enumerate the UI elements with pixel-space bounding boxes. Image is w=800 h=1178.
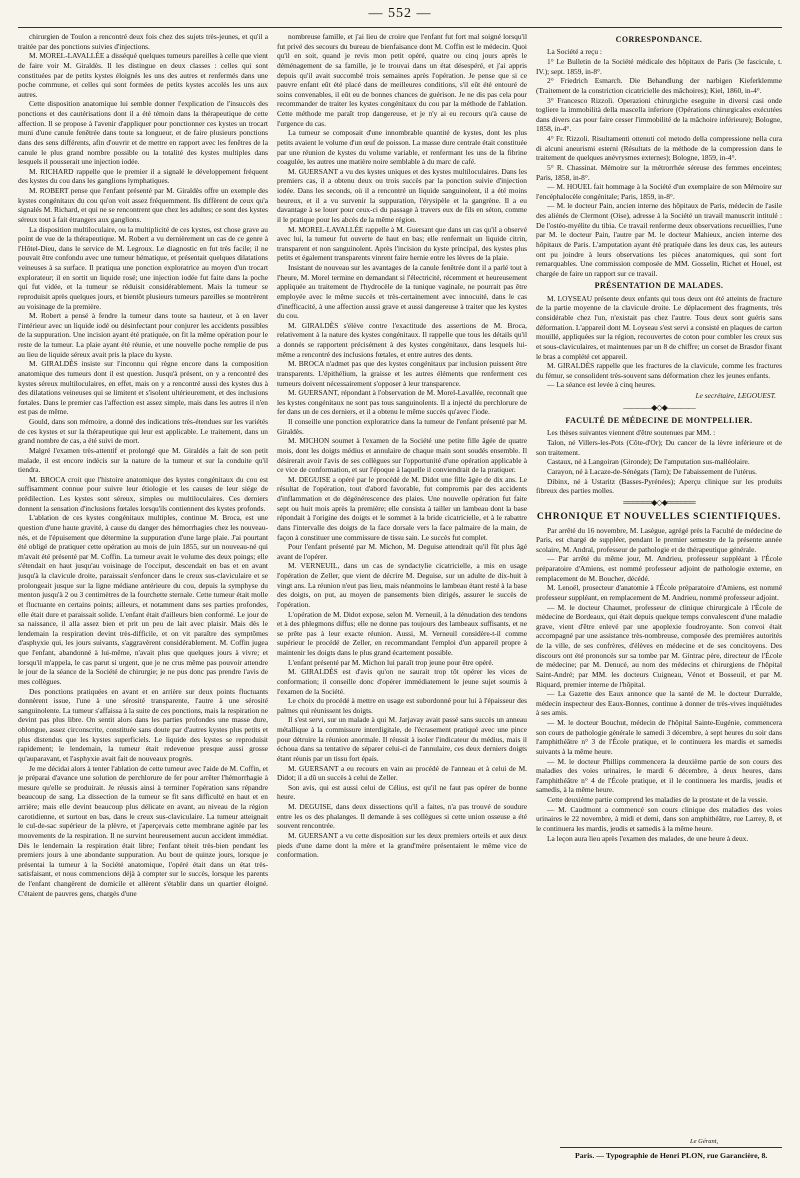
paragraph: Il s'est servi, sur un malade à qui M. Jarjavay avait passé sans succès un anneau métallique à la commissure interdigitale, de l'écrasement pratiqué avec une pince pour détruire la réunion anormale. Il réussit à isoler l'indicateur du médius, mais il échoua dans sa tentative de séparer celui-ci de l'annulaire, ces deux derniers doigts étant réunis par un tissu fort épais.: [277, 715, 527, 763]
column-right: [536, 32, 782, 1137]
paragraph: Le choix du procédé à mettre en usage est subordonné pour lui à l'épaisseur des palmes qui réunissent les doigts.: [277, 696, 527, 715]
paragraph: M. GIRALDÈS insiste sur l'inconnu qui règne encore dans la composition anatomique des tumeurs dont il est question. Jusqu'à présent, on y a rencontré des kystes séreux multiloculaires, en effet, mais on y a rencontré aussi des kystes dus à des dilatations veineuses qui se limitent et s'isolent ultérieurement, et des inclusions fœtales. Dans le premier cas l'affection est assez simple, mais dans les autres il n'en est pas de même.: [18, 359, 268, 417]
paragraph: Castaux, né à Langoiran (Gironde); De l'amputation sus-malléolaire.: [547, 457, 750, 467]
paragraph: Des ponctions pratiquées en avant et en arrière sur deux points fluctuants donnèrent issue, l'une à une sérosité transparente, l'autre à une sérosité sanguinolente. La tumeur s'affaissa à la suite de ces ponctions, mais la respiration ne devint pas plus libre. On sentit alors dans les parties profondes une masse dure, oblongue, assez circonscrite, constituée sans doute par d'autres kystes plus petits et plus distendus que les kystes superficiels. Le liquide des kystes se reproduisit rapidement; le lendemain, la tumeur était redevenue presque aussi grosse qu'auparavant, et l'asphyxie avait fait de nouveaux progrès.: [18, 686, 268, 763]
paragraph: — Par arrêté du même jour, M. Andrieu, professeur suppléant à l'École préparatoire d'Amiens, est nommé professeur adjoint de pathologie externe, en remplacement de M. Boucher, décédé.: [536, 554, 782, 583]
column-left: [18, 32, 268, 1137]
section-heading: PRÉSENTATION DE MALADES.: [594, 281, 724, 291]
paragraph: 1° Le Bulletin de la Société médicale des hôpitaux de Paris (3e fascicule, t. IV.); sept. 1859, in-8°.: [536, 57, 782, 76]
column-middle: [277, 32, 527, 1137]
paragraph: — M. le docteur Phillips commencera la deuxième partie de son cours des maladies des voies urinaires, le mardi 6 décembre, à deux heures, dans l'amphithéâtre n° 4 de l'École pratique, et il le continuera les mardis, jeudis et samedis, à la même heure.: [536, 756, 782, 795]
paragraph: L'ablation de ces kystes congénitaux multiples, continue M. Broca, est une question d'une haute gravité, à cause du danger des hémorrhagies chez les nouveau-nés, et de l'épuisement que détermine la suppuration d'une large plaie. J'ai pourtant été obligé de pratiquer cette opération au mois de juin 1855, sur un nouveau-né qui m'avait été présenté par M. Coffin. La tumeur avait le volume des deux poings; elle s'étendait en haut jusqu'au voisinage de l'occiput, descendait en bas et en avant jusqu'à la clavicule droite, paraissait s'enfoncer dans le creux sus-claviculaire et se prolongeait jusque sur la ligne médiane antérieure du cou, depuis la symphyse du menton jusqu'à 2 ou 3 centimètres de la fourchette sternale. Cette tumeur était molle et fluctuante en certains points; ailleurs, et notamment dans ses parties profondes, elle était dure et paraissait solide. L'enfant était d'ailleurs bien conformé. Le jour de sa naissance, il alla assez bien et prit un peu de lait avec plaisir. Mais dès le lendemain la respiration devint très-difficile, et on vit paraître des symptômes d'asphyxie qui, les jours suivants, s'aggravèrent considérablement. M. Coffin jugea que l'enfant, abandonné à lui-même, n'avait plus que quelques jours à vivre; et lorsqu'il m'appela, le cas parut si urgent, que je ne crus même pas pouvoir attendre le jour de la séance de la Société de chirurgie; je ne pus donc pas prendre l'avis de mes collègues.: [18, 513, 268, 686]
paragraph: Son avis, qui est aussi celui de Célius, est qu'il ne faut pas opérer de bonne heure.: [277, 782, 527, 802]
paragraph: M. DEGUISE, dans deux dissections qu'il a faites, n'a pas trouvé de soudure entre les os des phalanges. Il demande à ses collègues si cette union osseuse a été souvent rencontrée.: [277, 802, 527, 831]
paragraph: 4° Fr. Rizzoli. Risultamenti ottenuti col metodo della compressione nella cura di alcuni aneurismi esterni (Résultats de la méthode de la compression dans le traitement de quelques anévrysmes externes); Bologne, 1859, in-4°.: [536, 134, 782, 163]
gerant-label: Le Gérant,: [690, 1138, 719, 1145]
paragraph: Il conseille une ponction exploratrice dans la tumeur de l'enfant présenté par M. Giraldès.: [277, 417, 527, 436]
paragraph: — M. le docteur Pain, ancien interne des hôpitaux de Paris, médecin de l'asile des aliénés de Clermont (Oise), adresse à la Société un travail manuscrit intitulé : De l'ostéo-myélite du tibia. Ce travail renferme deux observations recueillies, l'une par M. le docteur Pain, l'autre par M. le docteur Mahieux, ancien interne des hôpitaux de Paris. L'amputation ayant été pratiquée dans les deux cas, les auteurs ont pu joindre à leurs observations les pièces anatomiques, qui sont fort remarquables. Une commission composée de MM. Gosselin, Richet et Houel, est chargée de faire un rapport sur ce travail.: [536, 201, 782, 278]
paragraph: M. LOYSEAU présente deux enfants qui tous deux ont été atteints de fracture de la partie moyenne de la clavicule droite. Le déplacement des fragments, très considérable chez l'un, n'existait pas chez l'autre. Tous deux sont guéris sans déformation. L'appareil dont M. Loyseau s'est servi a consisté en plaques de carton mouillé, appliquées sur la région, recouvertes de coton pour combler les creux sus et sous-claviculaires, et maintenues par un 8 de chiffre; un corset de Brasdor fixant le bras a complété cet appareil.: [536, 293, 782, 361]
paragraph: M. VERNEUIL, dans un cas de syndactylie cicatricielle, a mis en usage l'opération de Zeller, que vient de décrire M. Deguise, sur un adulte de dix-huit à vingt ans. La réunion n'eut pas lieu, mais néanmoins le lambeau étant resté à la base des doigts, on put, au moyen de pansements bien dirigés, assurer le succès de l'opération.: [277, 561, 527, 609]
printer-imprint: Paris. — Typographie de Henri PLON, rue Garancière, 8.: [575, 1151, 768, 1160]
paragraph: L'enfant présenté par M. Michon lui paraît trop jeune pour être opéré.: [288, 657, 494, 667]
paragraph: Je me décidai alors à tenter l'ablation de cette tumeur avec l'aide de M. Coffin, et je préparai d'avance une solution de perchlorure de fer pour arrêter l'hémorrhagie à mesure qu'elle se produirait. Je réussis ainsi à terminer l'opération sans répandre beaucoup de sang. La dissection de la tumeur se fit sans difficulté en haut et en arrière; mais elle devint beaucoup plus délicate en avant, au niveau de la région carotidienne, et surtout en bas, dans le creux sus-claviculaire. La tumeur atteignait le cul-de-sac supérieur de la plèvre, et j'aperçevais cette membrane agitée par les mouvements de la respiration. Il ne survint heureusement aucun accident immédiat. Dès le lendemain la respiration était libre; l'enfant téteit très-bien pendant les premiers jours à une abondante suppuration. Au bout de quinze jours, lorsque je présentai la tumeur à la Société anatomique, l'opéré était dans un état très-satisfaisant, et nous commencions déjà à compter sur le succès, lorsque les parents de l'enfant changèrent de domicile et allèrent s'établir dans un quartier éloigné. C'étaient de pauvres gens, chargés d'une: [18, 763, 268, 898]
footer-rule: [560, 1147, 782, 1148]
paragraph: M. ROBERT pense que l'enfant présenté par M. Giraldès offre un exemple des kystes congénitaux du cou qu'on voit assez fréquemment. Ils diffèrent de ceux qu'a signalés M. Richard, et qui ne se rencontrent que chez les adultes; ce sont des kystes séreux tout à fait étrangers aux ganglions.: [18, 186, 268, 224]
paragraph: M. DEGUISE a opéré par le procédé de M. Didot une fille âgée de dix ans. Le résultat de l'opération, tout d'abord favorable, fut compromis par des accidents d'inflammation et de dégénérescence des plaies. Une nouvelle opération fut faite sept ou huit mois après la première; elle consista à tailler un lambeau dont la base répondait à l'origine des doigts et le sommet à la bride cicatricielle, et à le rabattre dans l'intervalle des doigts de la face dorsale vers la face palmaire de la main, de façon à constituer une commissure de tissu sain. Le succès fut complet.: [277, 474, 527, 542]
paragraph: Talon, né Villers-les-Pots (Côte-d'Or); Du cancer de la lèvre inférieure et de son traitement.: [536, 438, 782, 457]
section-heading: FACULTÉ DE MÉDECINE DE MONTPELLIER.: [565, 416, 753, 426]
paragraph: Les thèses suivantes viennent d'être soutenues par MM. :: [547, 428, 716, 438]
paragraph: M. BROCA croit que l'histoire anatomique des kystes congénitaux du cou est suffisamment connue pour suivre leur étiologie et les causes de leur siége de prédilection. Les kystes sont séreux, simples ou multiloculaires. Ces derniers donnent la sensation d'inclusions fœtales lorsqu'ils contiennent des kystes profonds.: [18, 474, 268, 513]
section-heading: CORRESPONDANCE.: [615, 35, 703, 44]
paragraph: M. GUERSANT a vu des kystes uniques et des kystes multiloculaires. Dans les premiers cas, il a obtenu deux ou trois succès par la ponction suivie d'injection iodée. Dans les seconds, où il a rencontré un liquide sanguinolent, il a été moins heureux, et il a vu survenir la suppuration, l'érysipèle et la gangrène. Il a eu davantage à se louer pour ceux-ci du passage à travers eux de fils en séton, comme il le pratique pour les abcès de la même région.: [277, 166, 527, 224]
secretary-signature: Le secrétaire, LEGOUEST.: [695, 391, 776, 401]
paragraph: La disposition multiloculaire, ou la multiplicité de ces kystes, est chose grave au point de vue de la thérapeutique. M. Robert a vu dernièrement un cas de ce genre à l'Hôtel-Dieu, dans le service de M. Legroux. Le diagnostic en fut très facile; il ne pouvait être confondu avec une tumeur hématique, et présentait quelques dilatations veineuses à sa surface. Il pratiqua une ponction exploratrice au moyen d'un trocart explorateur; il en sortit un liquide rosé; une injection iodée fut faite dans la poche qui fut vidée, et la tumeur se réduisit considérablement. Mais la tumeur se reproduisit après quelques jours, et bientôt plusieurs tumeurs pareilles se montrèrent au voisinage de la première.: [18, 224, 268, 311]
ornament-separator: ————◆◇◆————: [623, 402, 695, 412]
paragraph: La Société a reçu :: [547, 47, 602, 57]
section-heading: CHRONIQUE ET NOUVELLES SCIENTIFIQUES.: [536, 512, 782, 523]
paragraph: — M. le docteur Chaumet, professeur de clinique chirurgicale à l'École de médecine de Bordeaux, qui était depuis quelque temps convalescent d'une maladie grave, vient d'être enlevé par une apoplexie foudroyante. Son convoi était accompagné par une assistance très-nombreuse, composée des premières autorités de la ville, de ses confrères, d'élèves en médecine et de ses concitoyens. Des discours ont été prononcés sur sa tombe par M. Gintrac père, directeur de l'École de médecine; par M. Denucé, au nom des médecins et chirurgiens de l'hôpital Saint-André; par MM. les docteurs Cuigneau, Vénot et Bosseuil, et par M. Riquard, premier interne de l'hôpital.: [536, 602, 782, 689]
paragraph: M. GUERSANT a eu recours en vain au procédé de l'anneau et à celui de M. Didot; il a dû un succès à celui de Zeller.: [277, 763, 527, 783]
paragraph: M. RICHARD rappelle que le premier il a signalé le développement fréquent des kystes du cou dans les ganglions lymphatiques.: [18, 166, 268, 186]
paragraph: M. MOREL-LAVALLÉE a disséqué quelques tumeurs pareilles à celle que vient de faire voir M. Giraldès. Il les distingue en deux classes : celles qui sont constituées par de petits kystes éloignés les uns des autres et renfermés dans une poche commune, et celles qui sont formées de petits kystes accolés les uns aux autres.: [18, 51, 268, 99]
page-folio: — 552 —: [368, 6, 432, 21]
paragraph: 2° Friedrich Esmarch. Die Behandlung der narbigen Kieferklemme (Traitement de la constriction cicatricielle des mâchoires); Kiel, 1860, in-4°.: [536, 76, 782, 95]
paragraph: — M. HOUEL fait hommage à la Société d'un exemplaire de son Mémoire sur l'encéphalocèle congénitale; Paris, 1859, in-8°.: [536, 182, 782, 201]
paragraph: La leçon aura lieu après l'examen des malades, de une heure à deux.: [547, 833, 749, 843]
paragraph: M. GUERSANT a vu cette disposition sur les deux premiers orteils et aux deux pieds d'une dame dont la mère et la grand'mère présentaient le même vice de conformation.: [277, 830, 527, 860]
paragraph: Carayon, né à Lacaze-de-Sénégats (Tarn); De l'abaissement de l'utérus.: [547, 466, 757, 476]
paragraph: — La séance est levée à cinq heures.: [547, 380, 656, 390]
paragraph: M. GUERSANT, répondant à l'observation de M. Morel-Lavallée, reconnaît que les kystes congénitaux ne sont pas tous sanguinolents. Il a injecté du perchlorure de fer dans un de ces derniers, et il a obtenu le même succès qu'avec l'iode.: [277, 388, 527, 417]
paragraph: M. MICHON soumet à l'examen de la Société une petite fille âgée de quatre mois, dont les doigts médius et annulaire de chaque main sont soudés ensemble. Il désirerait avoir l'avis de ses collègues sur l'opportunité d'une opération applicable à ce vice de conformation, et sur l'époque à laquelle il conviendrait de la pratiquer.: [277, 436, 527, 475]
paragraph: 3° Francesco Rizzoli. Operazioni chirurgiche eseguite in diversi casi onde togliere la immobilità della mascella inferiore (Opérations chirurgicales exécutées dans divers cas pour faire cesser l'immobilité de la mâchoire inférieure); Bologne, 1858, in-4°.: [536, 95, 782, 134]
paragraph: 5° R. Chassinat. Mémoire sur la métrorrhée séreuse des femmes enceintes; Paris, 1858, in-8°.: [536, 162, 782, 182]
paragraph: chirurgien de Toulon a rencontré deux fois chez des sujets très-jeunes, et qu'il a traitée par des ponctions suivies d'injections.: [18, 32, 268, 51]
header-rule: [18, 27, 782, 28]
paragraph: L'opération de M. Didot expose, selon M. Verneuil, à la dénudation des tendons et à des phlegmons diffus; elle ne donne pas toujours des lambeaux suffisants, et ne se prête pas à leur exacte réunion. Aussi, M. Verneuil considère-t-il comme supérieur le procédé de Zeller, en recommandant l'emploi d'un appareil propre à maintenir les doigts dans le plus grand écartement possible.: [277, 609, 527, 657]
paragraph: Gould, dans son mémoire, a donné des indications très-étendues sur les variétés de ces kystes et sur la thérapeutique qui leur est applicable. Le traitement, dans un grand nombre de cas, a été suivi de mort.: [18, 417, 268, 446]
paragraph: M. GIRALDÈS rappelle que les fractures de la clavicule, comme les fractures du fémur, se consolident très-souvent sans déformation chez les jeunes enfants.: [536, 361, 782, 380]
paragraph: — M. le docteur Bouchut, médecin de l'hôpital Sainte-Eugénie, commencera son cours de pathologie générale le samedi 3 décembre, à sept heures du soir dans l'amphithéâtre n° 3 de l'École pratique, et le continuera les mardis et samedis suivants à la même heure.: [536, 718, 782, 756]
paragraph: Malgré l'examen très-attentif et prolongé que M. Giraldès a fait de son petit malade, il est encore indécis sur la nature de la tumeur et sur la conduite qu'il tiendra.: [18, 445, 268, 475]
paragraph: — M. Caudmont a commencé son cours clinique des maladies des voies urinaires le 22 novembre, à midi et demi, dans son amphithéâtre, rue Larrey, 8, et le continuera les mardis, jeudis et samedis à la même heure.: [536, 804, 782, 833]
paragraph: Par arrêté du 16 novembre, M. Lasègue, agrégé près la Faculté de médecine de Paris, est chargé de suppléer, pendant le premier semestre de la présente année scolaire, M. Andral, professeur de pathologie et de thérapeutique générale.: [536, 525, 782, 554]
paragraph: nombreuse famille, et j'ai lieu de croire que l'enfant fut fort mal soigné lorsqu'il fut privé des secours du bureau de bienfaisance dont M. Coffin est le médecin. Quoi qu'il en soit, quand je revis mon petit opéré, quatre ou cinq jours après le déménagement de sa famille, je le trouvai dans un état désespéré, et j'ai appris depuis qu'il avait succombé trois semaines après l'opération. Je pense que si ce pauvre enfant eût été placé dans de meilleures conditions, s'il eût été entouré de soins convenables, il eût eu de bonnes chances de guérison. Je ne dis pas cela pour recommander de traiter les kystes congénitaux du cou par la méthode de l'ablation. Cette méthode me paraît trop dangereuse, et je n'y ai eu recours qu'à cause de l'urgence du cas.: [277, 32, 527, 128]
paragraph: La tumeur se composait d'une innombrable quantité de kystes, dont les plus petits avaient le volume d'un œuf de poisson. La masse dure centrale était constituée par une réunion de kystes du volume variable, et renfermant les uns de la fibrine coagulée, les autres une matière noire semblable à du marc de café.: [277, 128, 527, 167]
paragraph: M. GIRALDÈS s'élève contre l'exactitude des assertions de M. Broca, relativement à la nature des kystes congénitaux. Il rappelle que tous les détails qu'il a donnés se rapportent précisément à des kystes congénitaux, dans lesquels lui-même a rencontré des inclusions fœtales, et entre autres des dents.: [277, 320, 527, 359]
paragraph: M. Lenoël, prosecteur d'anatomie à l'École préparatoire d'Amiens, est nommé professeur suppléant, en remplacement de M. Andrieu, nommé professeur adjoint.: [536, 583, 782, 602]
paragraph: Cette deuxième partie comprend les maladies de la prostate et de la vessie.: [547, 795, 768, 805]
paragraph: — La Gazette des Eaux annonce que la santé de M. le docteur Durralde, médecin inspecteur des Eaux-Bonnes, continue à donner de très-vives inquiétudes à ses amis.: [536, 689, 782, 718]
ornament-separator: ══════◆◇◆══════: [623, 497, 695, 507]
paragraph: M. BROCA n'admet pas que des kystes congénitaux par inclusion puissent être transparents. L'épithélium, la graisse et les autres éléments que renferment ces tumeurs doivent nécessairement s'opposer à leur transparence.: [277, 359, 527, 388]
paragraph: Cette disposition anatomique lui semble donner l'explication de l'insuccès des ponctions et des cautérisations dont il a été témoin dans la thérapeutique de cette affection. Il se propose à l'avenir d'appliquer pour ponctionner ces kystes un trocart muni d'une canule fenêtrée dans toute sa longueur, et de faire plusieurs ponctions dans des sens différents, afin d'ouvrir et de mettre en rapport avec les fenêtres de la canule le plus grand nombre possible ou la totalité des kystes multiples dans lesquels il pousserait une injection iodée.: [18, 99, 268, 167]
paragraph: M. GIRALDÈS est d'avis qu'on ne saurait trop tôt opérer les vices de conformation; il conseille donc d'opérer immédiatement le jeune sujet soumis à l'examen de la Société.: [277, 667, 527, 696]
paragraph: M. Robert a pensé à fendre la tumeur dans toute sa hauteur, et à en laver l'intérieur avec un liquide iodé ou désinfectant pour conjurer les accidents possibles de la suppuration. Une incision ayant été pratiquée, on fit la même opération pour le reste de la tumeur. La plaie ayant été réunie, et une nouvelle poche remplie de pus au lieu de liquide séreux avait pris la place du kyste.: [18, 311, 268, 359]
paragraph: Dibinx, né à Ustaritz (Basses-Pyrénées); Aperçu clinique sur les produits fibreux des parties molles.: [536, 476, 782, 496]
paragraph: Insistant de nouveau sur les avantages de la canule fenêtrée dont il a parlé tout à l'heure, M. Morel termine en demandant si l'électricité, récemment et heureusement appliquée au traitement de l'hydrocèle de la tunique vaginale, ne pourrait pas être employée avec le même succès et très-certainement avec innocuité, dans le cas d'inefficacité, à une affection aussi grave et aussi dangereuse à traiter que les kystes du cou.: [277, 263, 527, 321]
paragraph: M. MOREL-LAVALLÉE rappelle à M. Guersant que dans un cas qu'il a observé avec lui, la tumeur fut ouverte de haut en bas; elle renfermait un liquide citrin, transparent et non sanguinolent. Après l'incision du kyste principal, des kystes plus petits et également transparents vinrent faire hernie entre les lèvres de la plaie.: [277, 224, 527, 263]
paragraph: Pour l'enfant présenté par M. Michon, M. Deguise attendrait qu'il fût plus âgé avant de l'opérer.: [277, 542, 527, 561]
